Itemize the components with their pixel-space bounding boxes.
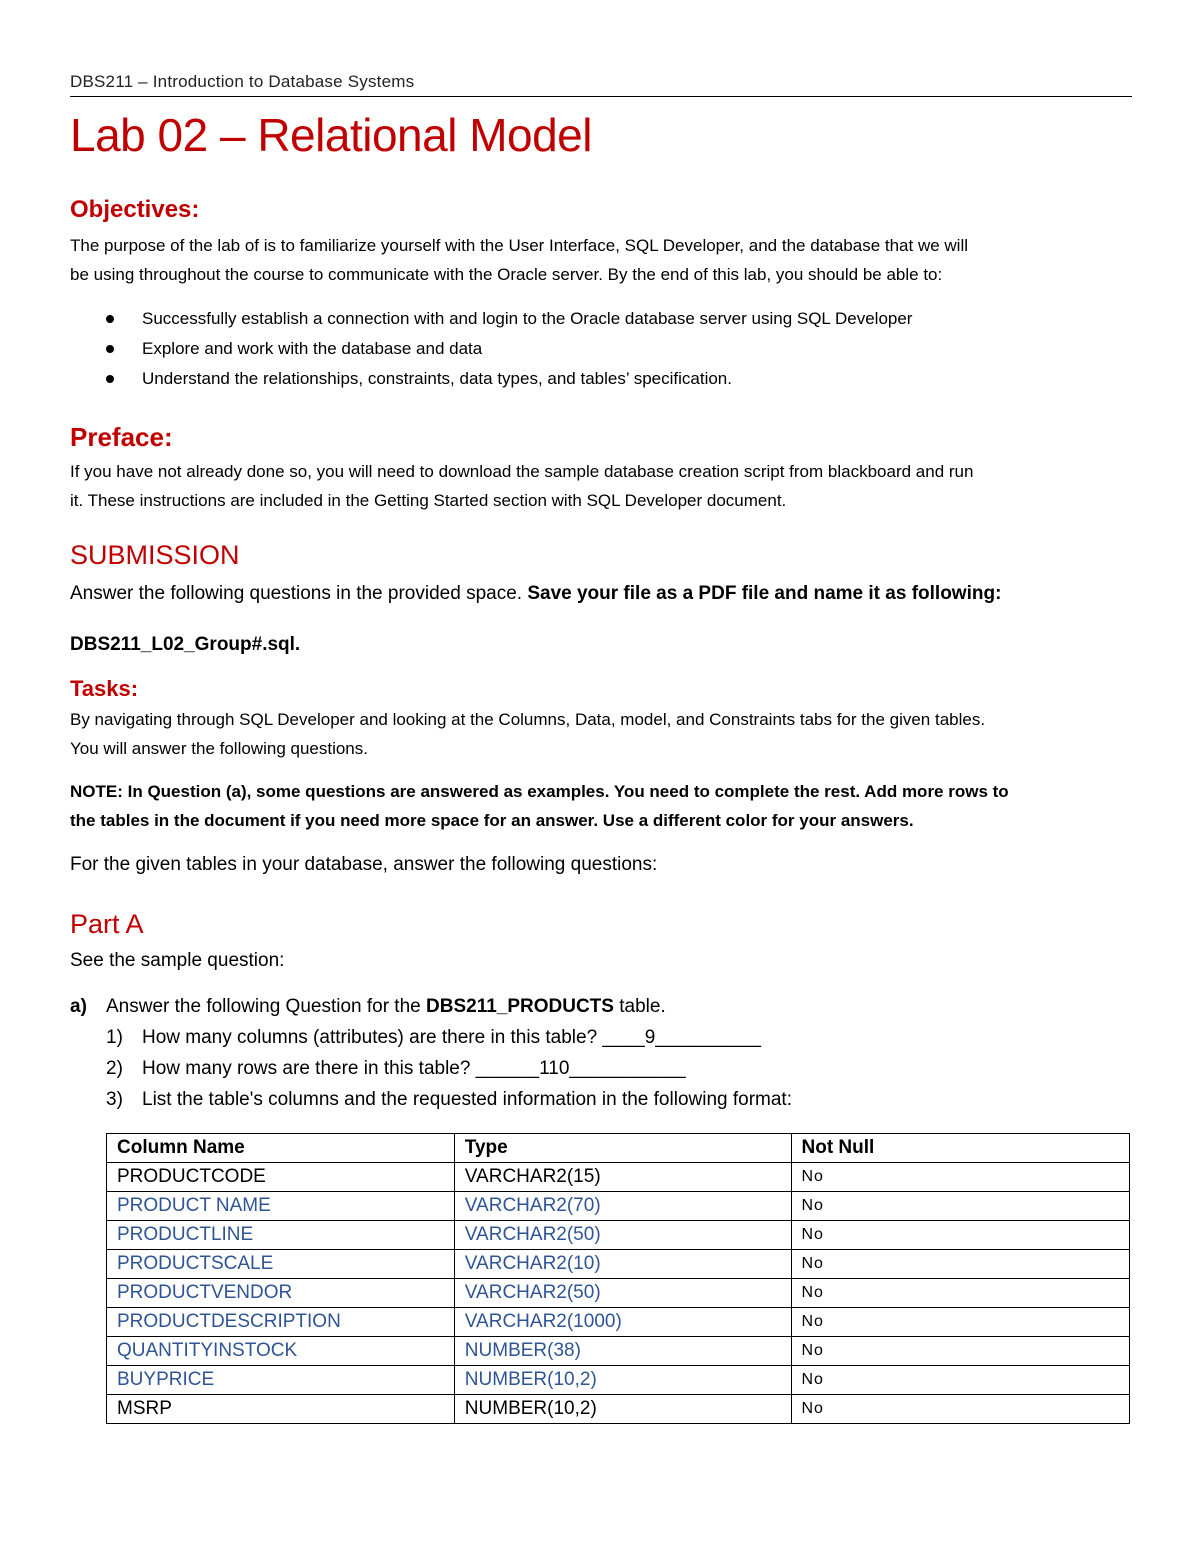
sub-question-3: 3) List the table's columns and the requested information in the following format: xyxy=(106,1089,792,1110)
question-label: a) xyxy=(70,996,87,1017)
cell-type: VARCHAR2(70) xyxy=(454,1192,791,1221)
cell-column-name: PRODUCTVENDOR xyxy=(107,1279,455,1308)
table-row xyxy=(107,1163,1130,1192)
cell-type: NUMBER(10,2) xyxy=(454,1395,791,1424)
columns-table xyxy=(106,1133,1130,1424)
cell-column-name: BUYPRICE xyxy=(107,1366,455,1395)
column-header: Column Name xyxy=(107,1134,455,1163)
cell-not-null: No xyxy=(791,1221,1130,1250)
cell-not-null: No xyxy=(791,1192,1130,1221)
cell-not-null: No xyxy=(791,1163,1130,1192)
cell-column-name: PRODUCTCODE xyxy=(107,1163,455,1192)
submission-text: Answer the following questions in the provided space. Save your file as a PDF file and name it as following: xyxy=(70,583,1002,604)
question-text: Answer the following Question for the DBS211_PRODUCTS table. xyxy=(106,996,666,1017)
list-item: Understand the relationships, constraints, data types, and tables’ specification. xyxy=(70,364,912,394)
cell-not-null: No xyxy=(791,1250,1130,1279)
cell-not-null: No xyxy=(791,1279,1130,1308)
cell-column-name: PRODUCT NAME xyxy=(107,1192,455,1221)
table-row xyxy=(107,1250,1130,1279)
objectives-intro-line2: be using throughout the course to communicate with the Oracle server. By the end of this lab, you should be able to: xyxy=(70,265,943,284)
table-header-row xyxy=(107,1134,1130,1163)
preface-heading: Preface: xyxy=(70,422,173,452)
cell-not-null: No xyxy=(791,1308,1130,1337)
cell-column-name: QUANTITYINSTOCK xyxy=(107,1337,455,1366)
cell-column-name: PRODUCTDESCRIPTION xyxy=(107,1308,455,1337)
submission-heading: SUBMISSION xyxy=(70,540,240,570)
partA-sample: See the sample question: xyxy=(70,950,285,971)
tasks-note: NOTE: In Question (a), some questions are answered as examples. You need to complete the rest. Add more rows to the tables in the document if you need more space for an answer. Use a different color for your answers. xyxy=(70,782,1009,830)
running-header: DBS211 – Introduction to Database Systems xyxy=(70,72,1132,97)
cell-type: VARCHAR2(15) xyxy=(454,1163,791,1192)
table-row xyxy=(107,1279,1130,1308)
tasks-given: For the given tables in your database, answer the following questions: xyxy=(70,854,658,875)
list-item: Successfully establish a connection with and login to the Oracle database server using SQL Developer xyxy=(70,304,912,334)
submission-filename: DBS211_L02_Group#.sql. xyxy=(70,634,301,655)
cell-type: VARCHAR2(50) xyxy=(454,1279,791,1308)
cell-not-null: No xyxy=(791,1366,1130,1395)
table-row xyxy=(107,1366,1130,1395)
cell-type: VARCHAR2(10) xyxy=(454,1250,791,1279)
partA-heading: Part A xyxy=(70,909,144,939)
bullet-icon xyxy=(106,315,114,323)
tasks-heading: Tasks: xyxy=(70,676,139,701)
page-title: Lab 02 – Relational Model xyxy=(70,109,592,161)
cell-type: NUMBER(10,2) xyxy=(454,1366,791,1395)
column-header: Type xyxy=(454,1134,791,1163)
sub-question-2: 2) How many rows are there in this table? ______110___________ xyxy=(106,1058,686,1079)
column-header: Not Null xyxy=(791,1134,1130,1163)
cell-column-name: PRODUCTSCALE xyxy=(107,1250,455,1279)
cell-not-null: No xyxy=(791,1395,1130,1424)
table-row xyxy=(107,1337,1130,1366)
table-row xyxy=(107,1308,1130,1337)
cell-column-name: MSRP xyxy=(107,1395,455,1424)
table-row xyxy=(107,1395,1130,1424)
bullet-icon xyxy=(106,375,114,383)
objectives-heading: Objectives: xyxy=(70,196,200,223)
cell-column-name: PRODUCTLINE xyxy=(107,1221,455,1250)
objectives-list xyxy=(70,304,912,394)
objectives-intro xyxy=(70,231,1132,289)
list-item: Explore and work with the database and data xyxy=(70,334,912,364)
table-row xyxy=(107,1192,1130,1221)
preface-text: If you have not already done so, you will need to download the sample database creation script from blackboard and run it. These instructions are included in the Getting Started section with SQL Developer document. xyxy=(70,462,974,510)
bullet-icon xyxy=(106,345,114,353)
cell-type: NUMBER(38) xyxy=(454,1337,791,1366)
sub-question-1: 1) How many columns (attributes) are there in this table? ____9__________ xyxy=(106,1027,761,1048)
tasks-text: By navigating through SQL Developer and looking at the Columns, Data, model, and Constraints tabs for the given tables. You will answer the following questions. xyxy=(70,710,986,758)
cell-type: VARCHAR2(50) xyxy=(454,1221,791,1250)
objectives-intro-line1: The purpose of the lab of is to familiarize yourself with the User Interface, SQL Developer, and the database that we will xyxy=(70,236,969,255)
table-row xyxy=(107,1221,1130,1250)
cell-not-null: No xyxy=(791,1337,1130,1366)
cell-type: VARCHAR2(1000) xyxy=(454,1308,791,1337)
